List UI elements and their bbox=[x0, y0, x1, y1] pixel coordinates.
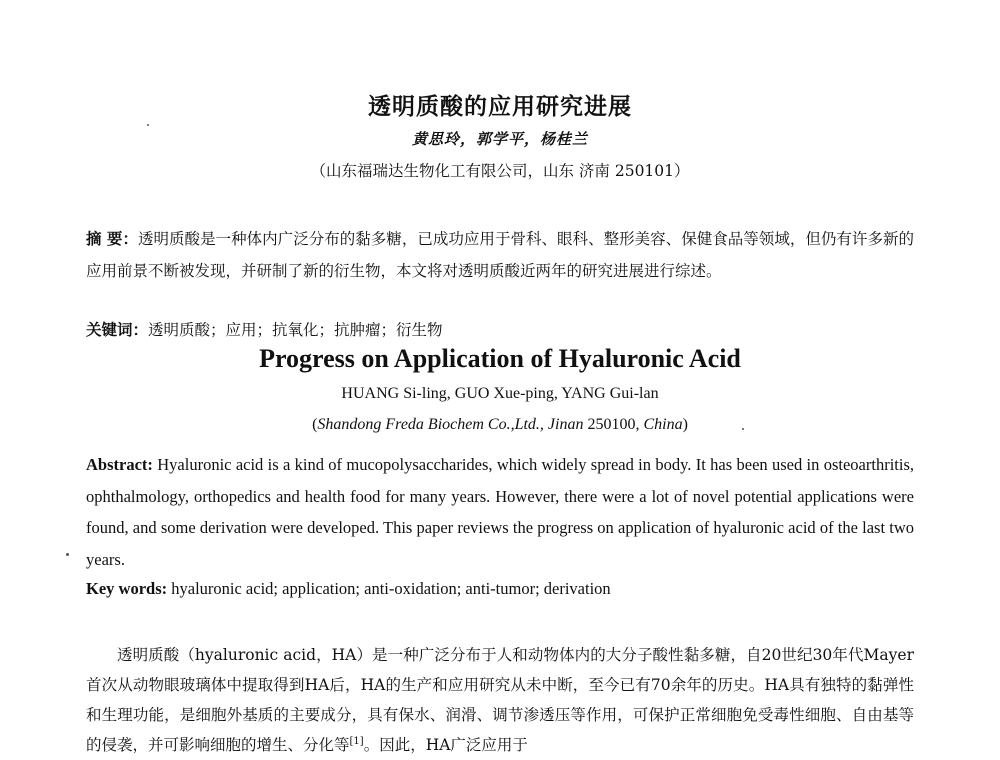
english-authors: HUANG Si-ling, GUO Xue-ping, YANG Gui-lan bbox=[341, 385, 659, 402]
body-paragraph bbox=[86, 640, 914, 760]
chinese-keywords bbox=[86, 318, 914, 342]
english-keywords-text: hyaluronic acid; application; anti-oxidation; anti-tumor; derivation bbox=[171, 579, 611, 598]
english-abstract-text: Hyaluronic acid is a kind of mucopolysaccharides, which widely spread in body. It has been used in osteoarthritis, ophthalmology, orthopedics and health food for many years. However, there were a lot of novel potential applications were found, and some derivation were developed. This paper reviews the progress on application of hyaluronic acid of the last two years. bbox=[86, 455, 915, 569]
chinese-abstract-label: 摘 要： bbox=[86, 229, 138, 248]
chinese-keywords-label: 关键词： bbox=[86, 320, 149, 339]
english-affiliation bbox=[0, 416, 1000, 434]
chinese-affiliation: （山东福瑞达生物化工有限公司，山东 济南 250101） bbox=[310, 162, 690, 180]
english-affiliation-code: 250100, bbox=[583, 416, 644, 433]
chinese-authors: 黄思玲，郭学平，杨桂兰 bbox=[411, 130, 588, 148]
reference-marker: [1] bbox=[349, 736, 364, 747]
english-title: Progress on Application of Hyaluronic Acid bbox=[259, 344, 741, 373]
body-paragraph-text: 透明质酸（hyaluronic acid，HA）是一种广泛分布于人和动物体内的大分子酸性黏多糖，自20世纪30年代Mayer首次从动物眼玻璃体中提取得到HA后，HA的生产和应用研究从未中断，至今已有70余年的历史。HA具有独特的黏弹性和生理功能，是细胞外基质的主要成分，具有保水、润滑、调节渗透压等作用，可保护正常细胞免受毒性细胞、自由基等的侵袭，并可影响细胞的增生、分化等 bbox=[86, 646, 914, 754]
english-abstract bbox=[86, 449, 914, 575]
english-affiliation-company: Shandong Freda Biochem Co.,Ltd., Jinan bbox=[317, 416, 584, 433]
english-affiliation-country: China bbox=[643, 416, 683, 433]
body-paragraph-text-end: 。因此，HA广泛应用于 bbox=[363, 736, 528, 754]
english-affiliation-open: ( bbox=[312, 416, 318, 433]
chinese-title: 透明质酸的应用研究进展 bbox=[368, 93, 632, 120]
scan-speck bbox=[147, 124, 149, 126]
scan-speck bbox=[66, 553, 69, 556]
chinese-abstract bbox=[86, 223, 914, 287]
english-keywords-label: Key words: bbox=[86, 579, 168, 598]
chinese-keywords-text: 透明质酸；应用；抗氧化；抗肿瘤；衍生物 bbox=[148, 321, 443, 339]
scan-speck bbox=[742, 428, 744, 430]
english-keywords bbox=[86, 577, 914, 601]
english-affiliation-close: ) bbox=[682, 416, 688, 433]
english-abstract-label: Abstract: bbox=[86, 455, 153, 474]
chinese-abstract-text: 透明质酸是一种体内广泛分布的黏多糖，已成功应用于骨科、眼科、整形美容、保健食品等领域，但仍有许多新的应用前景不断被发现，并研制了新的衍生物，本文将对透明质酸近两年的研究进展进行综述。 bbox=[86, 230, 914, 280]
